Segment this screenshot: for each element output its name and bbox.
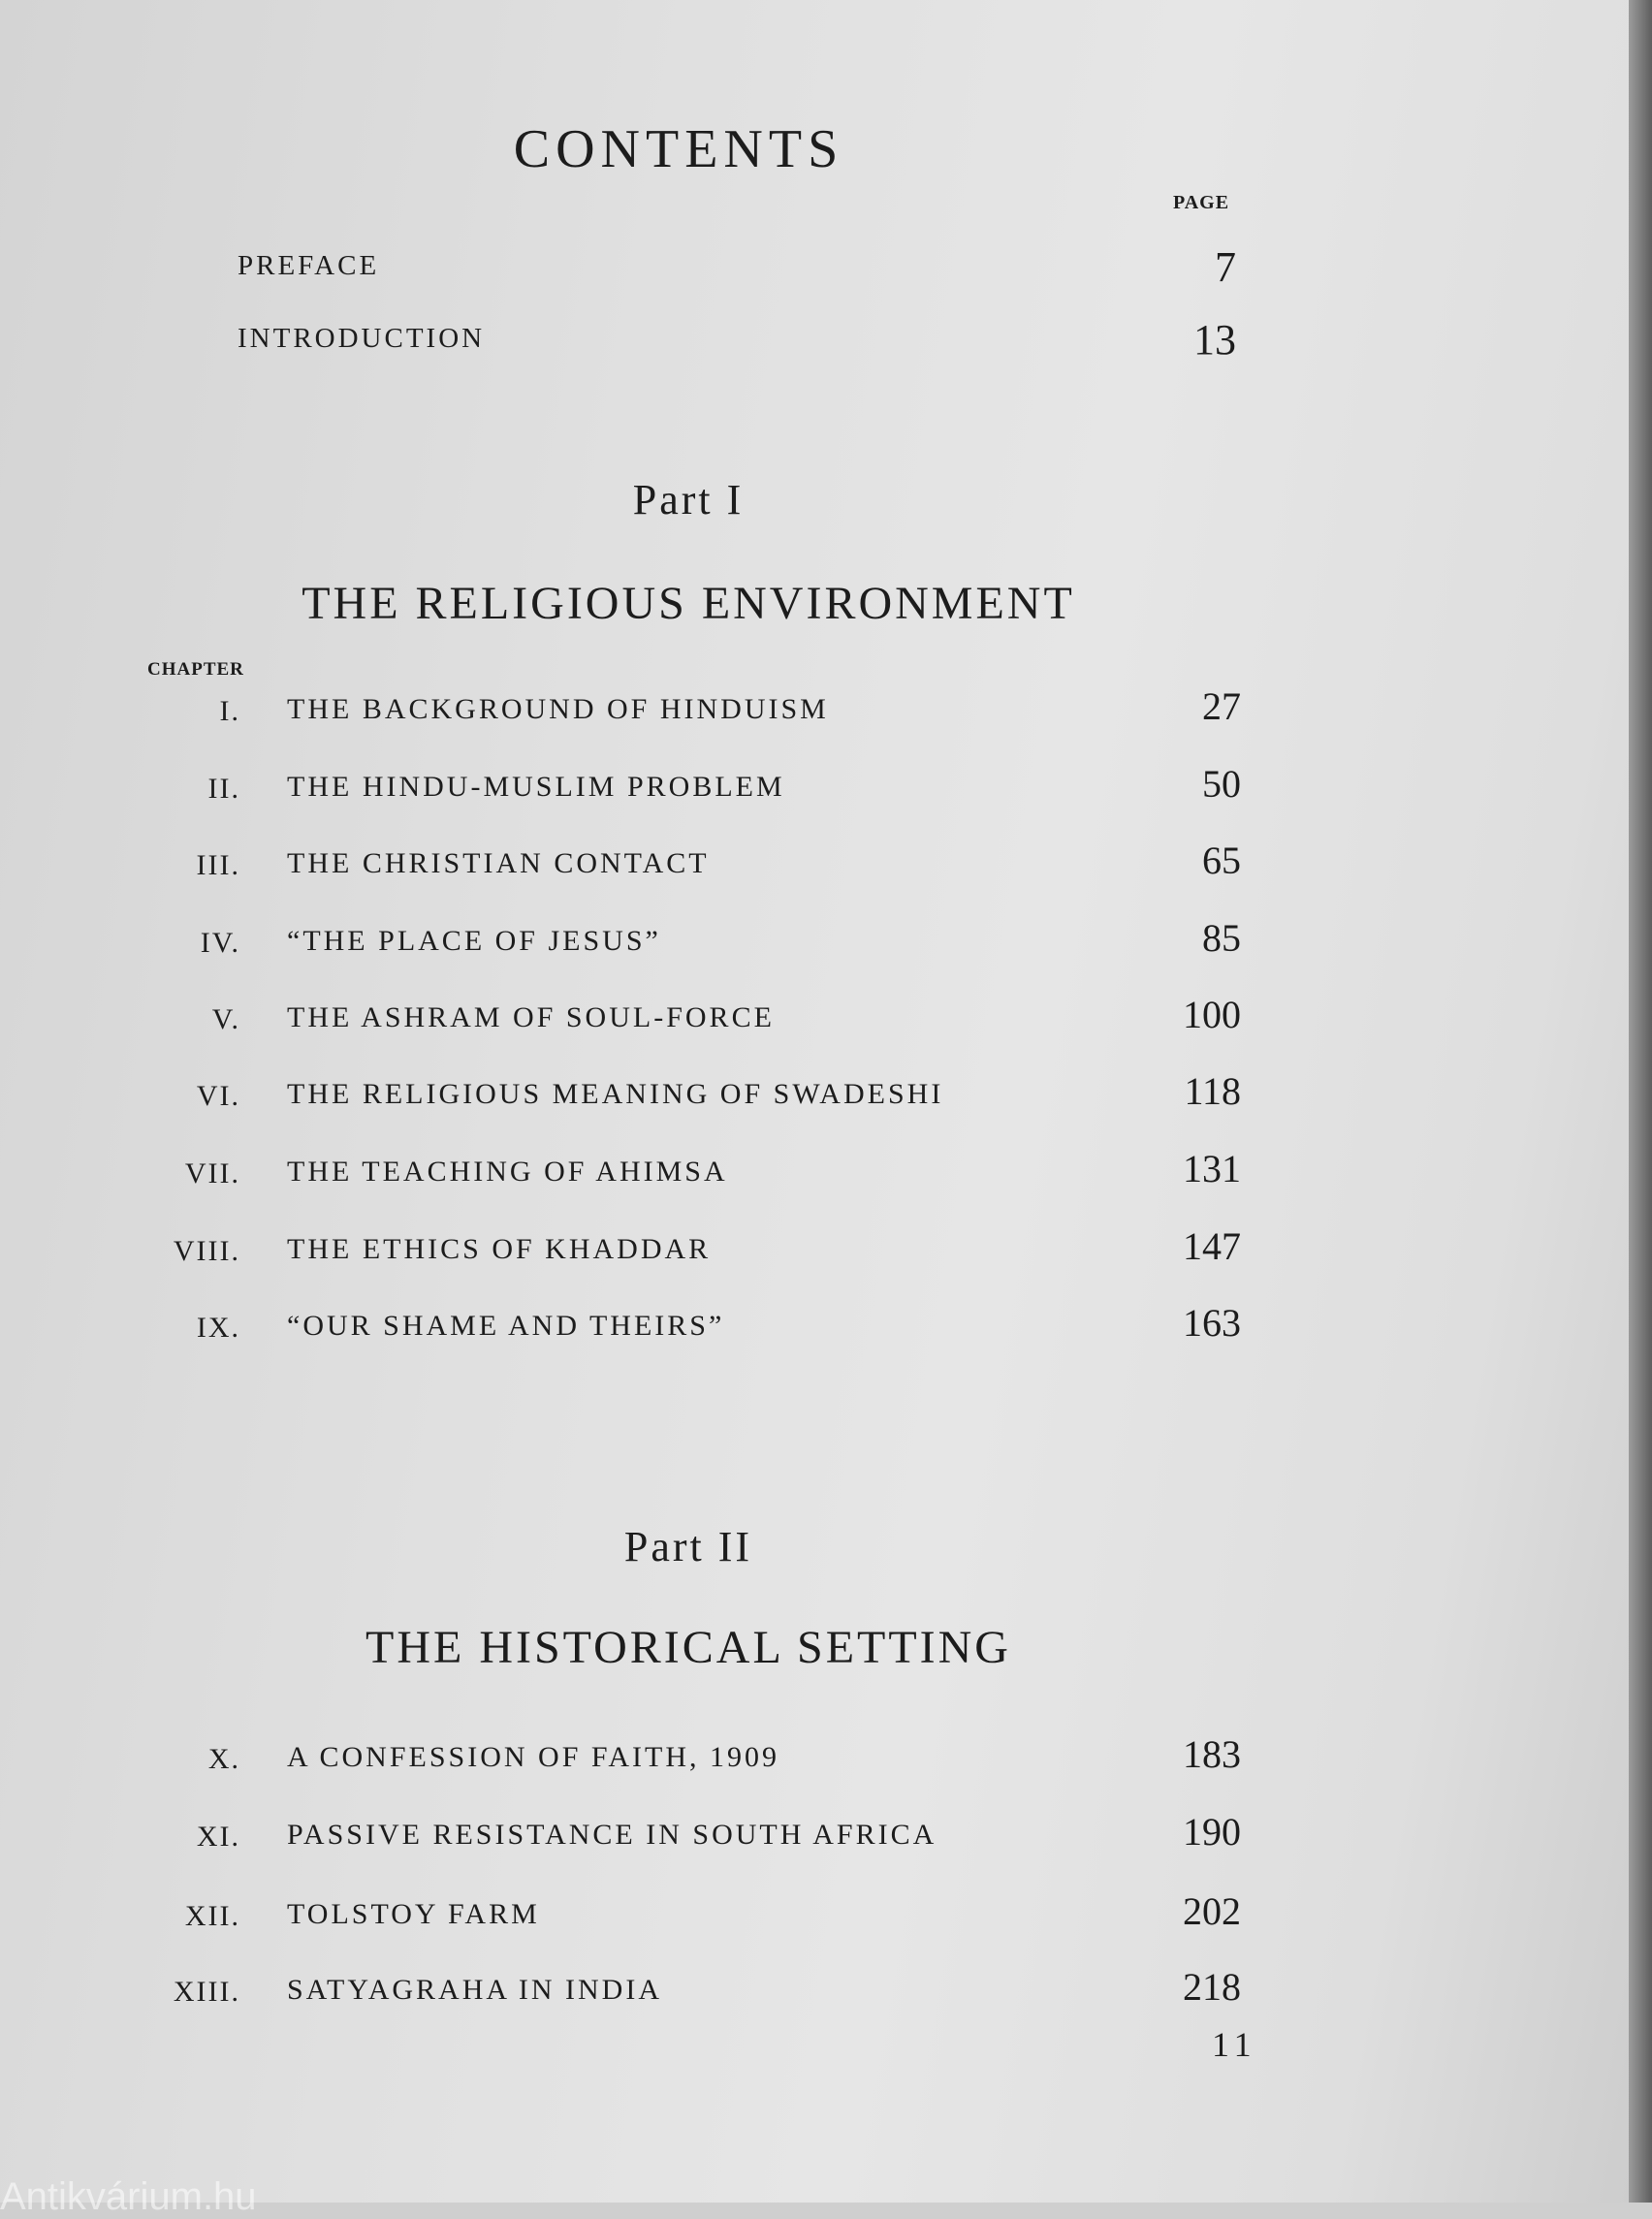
chapter-title: THE ETHICS OF KHADDAR: [287, 1233, 712, 1265]
chapter-page: 131: [1183, 1147, 1241, 1190]
chapter-title: THE TEACHING OF AHIMSA: [287, 1156, 728, 1188]
chapter-page: 85: [1202, 916, 1241, 960]
chapter-title: THE CHRISTIAN CONTACT: [287, 847, 710, 879]
toc-row: [136, 1964, 1241, 2018]
chapter-page: 163: [1183, 1301, 1241, 1345]
toc-entry-title: INTRODUCTION: [238, 323, 486, 354]
chapter-number: XII.: [184, 1900, 240, 1932]
page-column-label: PAGE: [1173, 192, 1230, 213]
part-heading-2: Part II: [623, 1523, 753, 1570]
page-edge-shadow: [1629, 0, 1652, 2203]
chapter-title: THE HINDU-MUSLIM PROBLEM: [287, 771, 785, 803]
page-number: 11: [1212, 2025, 1257, 2064]
chapter-number: III.: [196, 849, 240, 881]
toc-row: [136, 915, 1241, 969]
chapter-title: SATYAGRAHA IN INDIA: [287, 1974, 662, 2006]
toc-row: [136, 1300, 1241, 1354]
chapter-page: 218: [1183, 1965, 1241, 2009]
chapter-page: 202: [1183, 1889, 1241, 1933]
chapter-number: II.: [207, 773, 240, 805]
watermark: Antikvárium.hu: [0, 2175, 257, 2218]
chapter-page: 65: [1202, 839, 1241, 882]
chapter-page: 100: [1183, 993, 1241, 1036]
toc-row-preface: [238, 242, 1236, 291]
chapter-number: V.: [211, 1003, 240, 1035]
contents-title: CONTENTS: [513, 119, 844, 179]
toc-row: [136, 1146, 1241, 1200]
chapter-number: XIII.: [173, 1976, 240, 2008]
chapter-title: “OUR SHAME AND THEIRS”: [287, 1310, 725, 1342]
chapter-page: 118: [1184, 1069, 1241, 1113]
chapter-number: X.: [207, 1743, 240, 1775]
chapter-title: TOLSTOY FARM: [287, 1898, 540, 1930]
part-heading-1: Part I: [632, 476, 745, 523]
toc-row: [136, 683, 1241, 738]
chapter-number: VII.: [184, 1157, 240, 1189]
chapter-number: VI.: [196, 1080, 240, 1112]
toc-row: [136, 1809, 1241, 1863]
chapter-title: THE RELIGIOUS MEANING OF SWADESHI: [287, 1078, 944, 1110]
toc-row: [136, 1068, 1241, 1123]
chapter-number: XI.: [196, 1821, 240, 1853]
chapter-title: THE BACKGROUND OF HINDUISM: [287, 693, 829, 725]
chapter-number: I.: [219, 695, 240, 727]
part-title-1: THE RELIGIOUS ENVIRONMENT: [302, 578, 1075, 629]
toc-row: [136, 1888, 1241, 1943]
part-title-2: THE HISTORICAL SETTING: [365, 1622, 1011, 1673]
chapter-number: IV.: [200, 927, 240, 959]
chapter-number: VIII.: [173, 1235, 240, 1267]
chapter-title: A CONFESSION OF FAITH, 1909: [287, 1741, 780, 1773]
toc-entry-page: 13: [1193, 316, 1236, 364]
toc-entry-page: 7: [1215, 243, 1236, 291]
chapter-page: 190: [1183, 1810, 1241, 1854]
chapter-page: 147: [1183, 1224, 1241, 1268]
chapter-title: THE ASHRAM OF SOUL-FORCE: [287, 1001, 775, 1033]
chapter-title: “THE PLACE OF JESUS”: [287, 925, 661, 957]
toc-row: [136, 1731, 1241, 1786]
chapter-page: 183: [1183, 1732, 1241, 1776]
chapter-number: IX.: [196, 1312, 240, 1344]
chapter-page: 50: [1202, 762, 1241, 806]
chapter-title: PASSIVE RESISTANCE IN SOUTH AFRICA: [287, 1819, 937, 1851]
toc-row: [136, 838, 1241, 892]
chapter-page: 27: [1202, 684, 1241, 728]
toc-row: [136, 761, 1241, 815]
chapter-column-label: CHAPTER: [147, 659, 244, 680]
toc-row-introduction: [238, 315, 1236, 364]
toc-entry-title: PREFACE: [238, 250, 380, 281]
toc-row: [136, 1223, 1241, 1278]
toc-row: [136, 992, 1241, 1046]
